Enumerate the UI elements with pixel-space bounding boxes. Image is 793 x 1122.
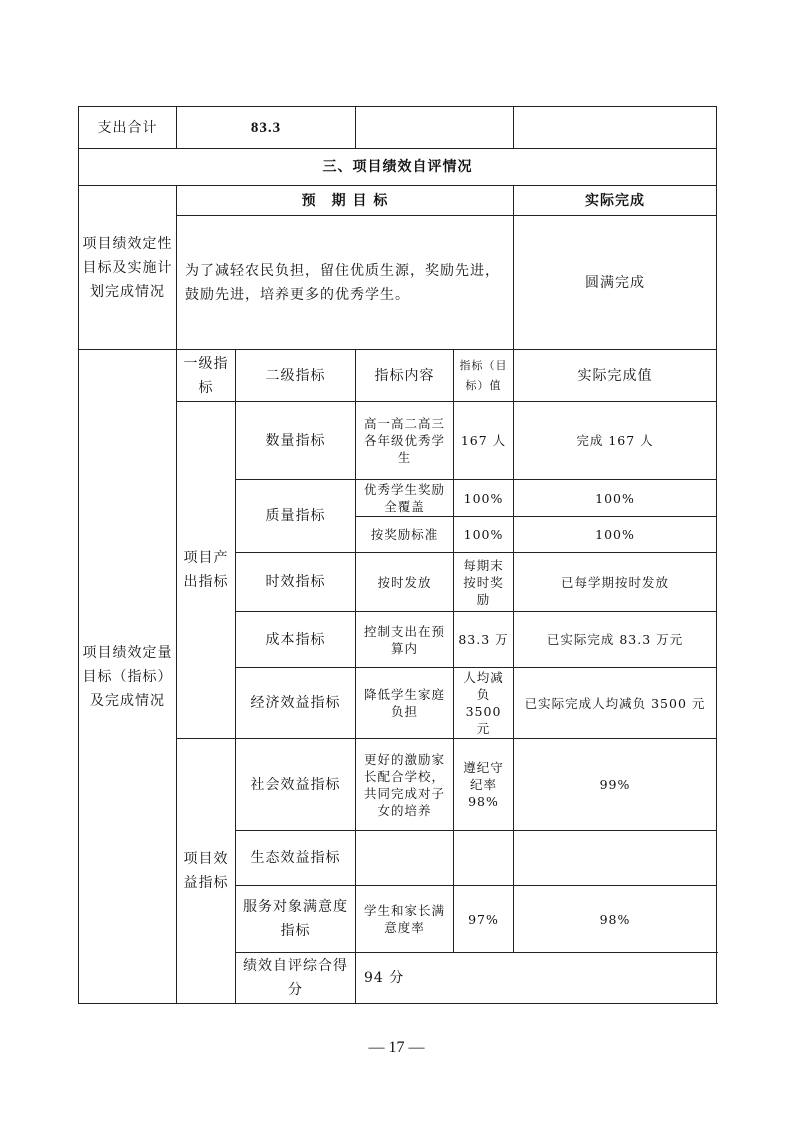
satisfaction-content: 学生和家长满意度率 (356, 886, 454, 953)
cost-actual: 已实际完成 83.3 万元 (514, 612, 717, 668)
ecological-actual (514, 831, 717, 886)
satisfaction-indicator: 服务对象满意度指标 (236, 886, 356, 953)
quality-content-1: 优秀学生奖励全覆盖 (356, 480, 454, 517)
quantitative-label: 项目绩效定量目标（指标）及完成情况 (79, 350, 177, 1004)
economic-indicator: 经济效益指标 (236, 668, 356, 739)
economic-actual: 已实际完成人均减负 3500 元 (514, 668, 717, 739)
benefit-indicator-label: 项目效益指标 (177, 739, 236, 1004)
level2-header: 二级指标 (236, 350, 356, 402)
quality-actual-1: 100% (514, 480, 717, 517)
actual-completion-header: 实际完成 (514, 186, 717, 216)
quality-target-2: 100% (454, 517, 514, 553)
social-content: 更好的激励家长配合学校，共同完成对子女的培养 (356, 739, 454, 831)
satisfaction-actual: 98% (514, 886, 717, 953)
actual-completion-text: 圆满完成 (514, 216, 717, 350)
quantity-actual: 完成 167 人 (514, 402, 717, 480)
level1-header: 一级指标 (177, 350, 236, 402)
cost-target: 83.3 万 (454, 612, 514, 668)
timeliness-content: 按时发放 (356, 553, 454, 612)
output-indicator-label: 项目产出指标 (177, 402, 236, 739)
expense-total-label: 支出合计 (79, 107, 177, 149)
timeliness-target: 每期末按时奖励 (454, 553, 514, 612)
cost-content: 控制支出在预算内 (356, 612, 454, 668)
quantitative-header-row (79, 350, 717, 402)
performance-table (78, 106, 717, 1004)
quantity-indicator: 数量指标 (236, 402, 356, 480)
page-number: — 17 — (368, 1039, 425, 1056)
score-value: 94 分 (356, 953, 717, 1004)
expected-goal-text: 为了减轻农民负担，留住优质生源，奖励先进，鼓励先进，培养更多的优秀学生。 (177, 216, 514, 350)
empty-cell (514, 107, 717, 149)
expense-total-value: 83.3 (177, 107, 356, 149)
social-target: 遵纪守纪率 98% (454, 739, 514, 831)
social-actual: 99% (514, 739, 717, 831)
quantity-target: 167 人 (454, 402, 514, 480)
quality-actual-2: 100% (514, 517, 717, 553)
score-label: 绩效自评综合得分 (236, 953, 356, 1004)
quality-target-1: 100% (454, 480, 514, 517)
timeliness-indicator: 时效指标 (236, 553, 356, 612)
expected-goal-header: 预 期 目 标 (177, 186, 514, 216)
ecological-indicator: 生态效益指标 (236, 831, 356, 886)
section-title: 三、项目绩效自评情况 (79, 149, 717, 186)
section-title-row (79, 149, 717, 186)
timeliness-actual: 已每学期按时发放 (514, 553, 717, 612)
cost-indicator: 成本指标 (236, 612, 356, 668)
content-header: 指标内容 (356, 350, 454, 402)
expense-total-row (79, 107, 717, 149)
economic-target: 人均减负 3500 元 (454, 668, 514, 739)
quantity-content: 高一高二高三各年级优秀学生 (356, 402, 454, 480)
quality-indicator: 质量指标 (236, 480, 356, 553)
qualitative-label: 项目绩效定性目标及实施计划完成情况 (79, 186, 177, 350)
quality-content-2: 按奖励标准 (356, 517, 454, 553)
target-header: 指标（目标）值 (454, 350, 514, 402)
social-indicator: 社会效益指标 (236, 739, 356, 831)
qualitative-header-row (79, 186, 717, 216)
ecological-target (454, 831, 514, 886)
empty-cell (356, 107, 514, 149)
economic-content: 降低学生家庭负担 (356, 668, 454, 739)
ecological-content (356, 831, 454, 886)
actual-value-header: 实际完成值 (514, 350, 717, 402)
satisfaction-target: 97% (454, 886, 514, 953)
